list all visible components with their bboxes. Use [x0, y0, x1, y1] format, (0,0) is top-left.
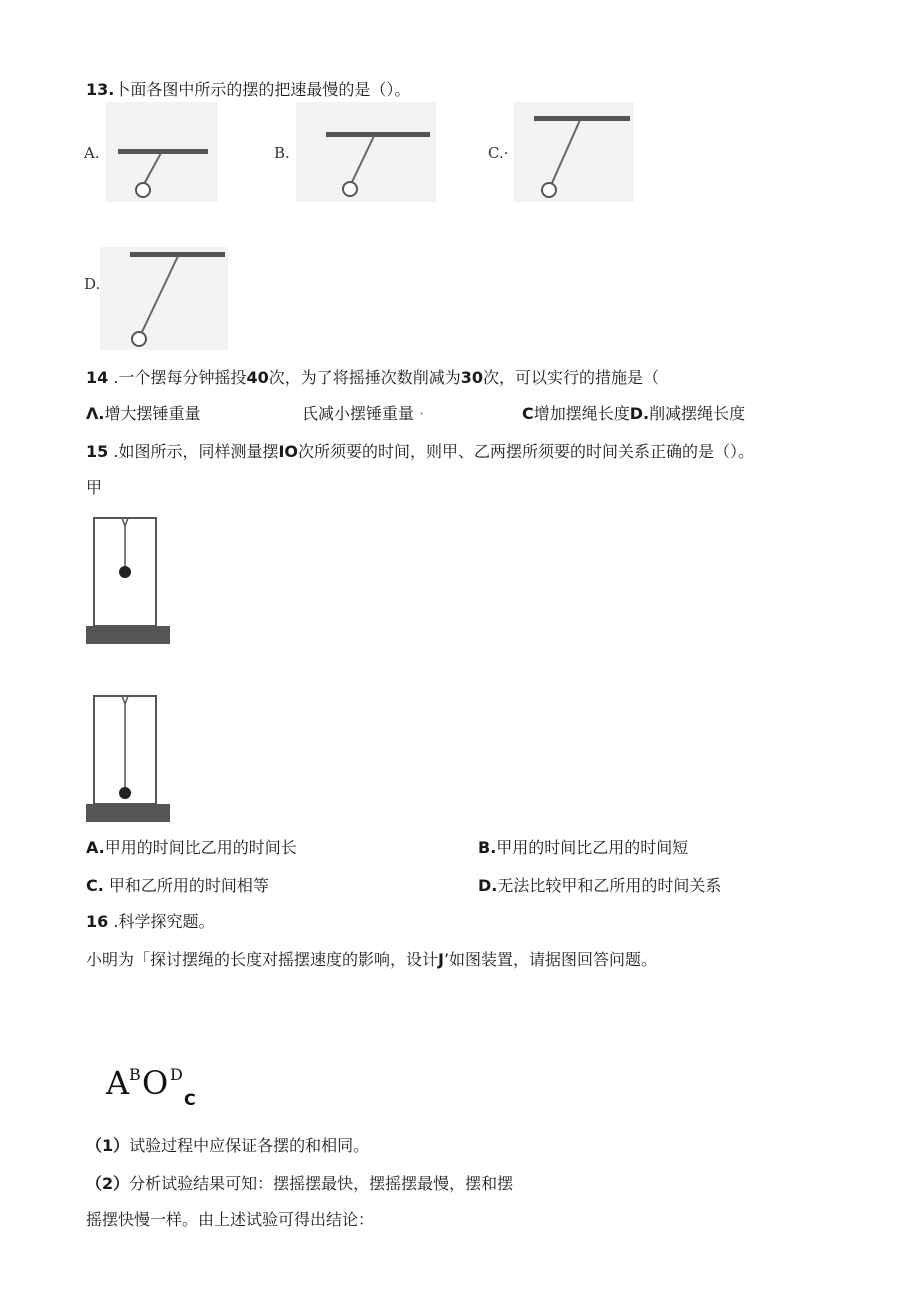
q15-option-b-label: B.	[478, 838, 497, 857]
pendulum-a-bob	[136, 183, 150, 197]
q14-text-2: 次，为了将摇捶次数削减为	[268, 368, 461, 387]
fig-label-o: O	[142, 1064, 169, 1102]
q15-text-1: .如图所示，同样测量摆	[113, 442, 279, 461]
q16-intro-j: J	[438, 950, 444, 969]
pendulum-d-bob	[132, 332, 146, 346]
q14-option-b-dot: ·	[419, 404, 425, 423]
q16-sub2-text: 分析试验结果可知：摆摇摆最快，摆摇摆最慢，摆和摆	[129, 1174, 514, 1193]
q16-intro	[86, 950, 657, 970]
q14-option-b-text: 氏减小摆锤重量	[302, 404, 415, 423]
q13-option-b-image	[296, 102, 436, 202]
q13-option-c-label: C.·	[488, 144, 509, 162]
q13-number: 13.	[86, 80, 115, 99]
pendulum-yi-base	[86, 804, 170, 822]
q15-option-d[interactable]	[478, 876, 721, 896]
q14-count-2: 30	[460, 368, 483, 387]
pendulum-jia-base	[86, 626, 170, 644]
q15-option-c[interactable]	[86, 876, 269, 896]
q14-count-1: 40	[246, 368, 269, 387]
pendulum-a-string	[144, 153, 161, 184]
q14-option-d-text: 削减摆绳长度	[649, 404, 746, 423]
q16-sub1	[86, 1136, 369, 1156]
q14-option-cd[interactable]	[522, 404, 745, 424]
pendulum-jia-clamp	[122, 518, 128, 526]
q14-option-b[interactable]	[302, 404, 424, 424]
q16-sub2-continued: 摇摆快慢一样。由上述试验可得出结论：	[86, 1210, 375, 1229]
q14-number: 14	[86, 368, 109, 387]
q13-line	[86, 80, 410, 100]
q15-option-a[interactable]	[86, 838, 297, 858]
q13-option-a-label: A.	[84, 144, 100, 162]
q16-title: .科学探究题。	[113, 912, 215, 931]
pendulum-a-figure	[106, 102, 218, 202]
q13-option-c-image	[514, 102, 634, 202]
q16-sub1-number: （1）	[86, 1136, 130, 1155]
pendulum-c-figure	[514, 102, 634, 202]
q15-option-b-text: 甲用的时间比乙用的时间短	[496, 838, 689, 857]
q13-option-d-label: D.	[84, 275, 101, 293]
pendulum-jia-figure	[86, 514, 170, 646]
q15-option-d-text: 无法比较甲和乙所用的时间关系	[497, 876, 722, 895]
q16-sub2	[86, 1174, 513, 1194]
pendulum-b-support	[326, 132, 430, 137]
pendulum-jia-bob	[119, 566, 131, 578]
q13-option-b-label: B.	[274, 144, 290, 162]
q15-option-a-label: A.	[86, 838, 105, 857]
pendulum-b-figure	[296, 102, 436, 202]
q14-text-3: 次，可以实行的措施是（	[483, 368, 660, 387]
q15-jia-label: 甲	[86, 478, 103, 497]
q16-number: 16	[86, 912, 109, 931]
q14-option-a-label: Λ.	[86, 404, 105, 423]
pendulum-a-support	[118, 149, 208, 154]
q16-sub2-number: （2）	[86, 1174, 130, 1193]
q15-number: 15	[86, 442, 109, 461]
q14-line	[86, 368, 659, 388]
q14-option-c-text: 增加摆绳长度	[533, 404, 630, 423]
q14-option-c-label: C	[522, 404, 534, 423]
fig-label-a: A	[106, 1064, 130, 1102]
q15-option-d-label: D.	[478, 876, 498, 895]
q13-option-d-image	[100, 247, 228, 350]
pendulum-d-figure	[100, 247, 228, 350]
q14-option-a-text: 增大摆锤重量	[104, 404, 201, 423]
fig-label-d: D	[170, 1065, 183, 1084]
q16-line	[86, 912, 214, 932]
q16-sub1-text: 试验过程中应保证各摆的和相同。	[129, 1136, 370, 1155]
pendulum-yi-bob	[119, 787, 131, 799]
q15-text-2: 次所须要的时间，则甲、乙两摆所须要的时间关系正确的是（）。	[298, 442, 755, 461]
q15-line	[86, 442, 754, 462]
q15-option-c-text: 甲和乙所用的时间相等	[108, 876, 269, 895]
pendulum-c-string	[552, 120, 580, 183]
q15-count: IO	[278, 442, 299, 461]
fig-label-b: B	[129, 1065, 141, 1084]
pendulum-c-bob	[542, 183, 556, 197]
q13-option-a-image	[106, 102, 218, 202]
q13-text: 卜面各图中所示的摆的把速最慢的是（）。	[114, 80, 411, 99]
fig-label-c: C	[184, 1090, 196, 1109]
q16-figure-labels	[106, 1060, 226, 1110]
q15-option-a-text: 甲用的时间比乙用的时间长	[104, 838, 297, 857]
q14-option-a[interactable]	[86, 404, 200, 424]
pendulum-c-support	[534, 116, 630, 121]
q16-intro-a: 小明为「探讨摆绳的长度对摇摆速度的影响，设计	[86, 950, 439, 969]
pendulum-yi-figure	[86, 692, 170, 824]
q16-intro-b: ’如图装置，请据图回答问题。	[443, 950, 658, 969]
pendulum-b-string	[352, 136, 374, 182]
q14-option-d-label: D.	[629, 404, 650, 423]
pendulum-yi-clamp	[122, 696, 128, 704]
q15-option-b[interactable]	[478, 838, 688, 858]
pendulum-b-bob	[343, 182, 357, 196]
q14-text-1: .一个摆每分钟摇投	[113, 368, 247, 387]
q15-option-c-label: C.	[86, 876, 104, 895]
pendulum-d-string	[142, 256, 178, 332]
